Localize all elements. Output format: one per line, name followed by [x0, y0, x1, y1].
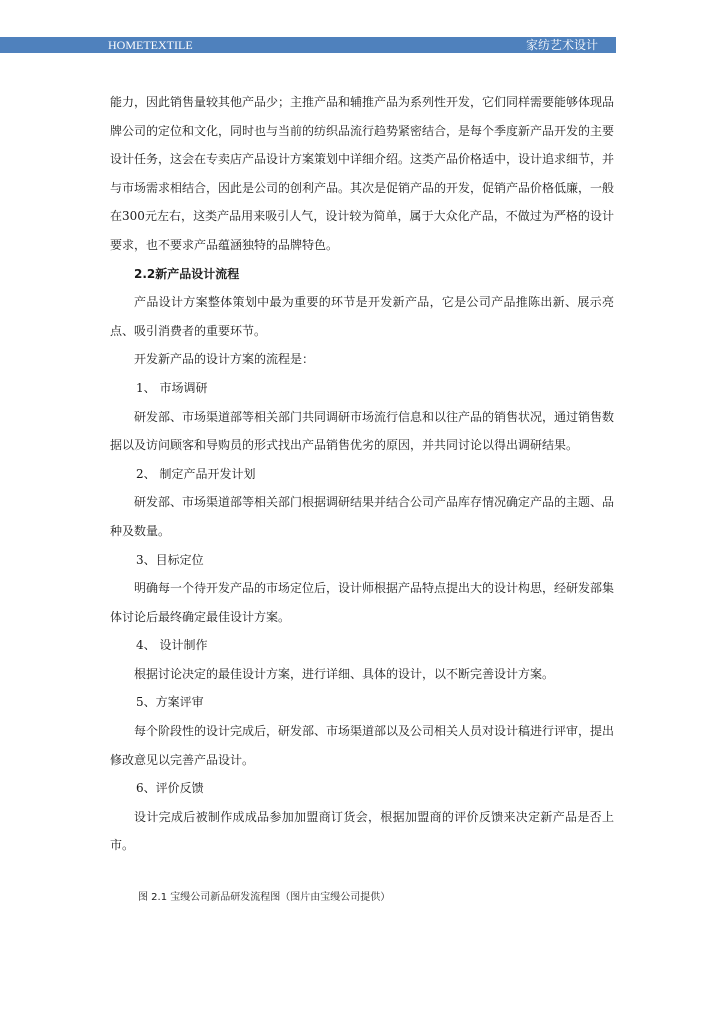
step-1-title: 1、 市场调研 [136, 380, 208, 395]
step-3-text: 明确每一个待开发产品的市场定位后，设计师根据产品特点提出大的设计构思，经研发部集体讨论后最终确定最佳设计方案。 [110, 581, 615, 624]
step-4-text: 根据讨论决定的最佳设计方案，进行详细、具体的设计，以不断完善设计方案。 [134, 666, 555, 681]
section-heading: 2.2新产品设计流程 [134, 266, 240, 281]
step-1-text: 研发部、市场渠道部等相关部门共同调研市场流行信息和以往产品的销售状况，通过销售数据以及访问顾客和导购员的形式找出产品销售优劣的原因，并共同讨论以得出调研结果。 [110, 409, 615, 453]
paragraph-1: 能力，因此销售量较其他产品少；主推产品和辅推产品为系列性开发，它们同样需要能够体现品牌公司的定位和文化，同时也与当前的纺织品流行趋势紧密结合，是每个季度新产品开发的主要设计任务，这会在专卖店产品设计方案策划中详细介绍。这类产品价格适中，设计追求细节，并与市场需求相结合，因此是公司的创利产品。其次是促销产品的开发，促销产品价格低廉，一般在300元左右，这类产品用来吸引人气，设计较为简单，属于大众化产品，不做过为严格的设计要求，也不要求产品蕴涵独特的品牌特色。 [110, 95, 615, 252]
figure-caption: 图 2.1 宝缦公司新品研发流程图（图片由宝缦公司提供） [138, 892, 391, 903]
header-left-text: HOMETEXTILE [108, 38, 193, 52]
document-body [110, 88, 614, 860]
page-header [0, 37, 616, 53]
paragraph-3: 开发新产品的设计方案的流程是： [134, 352, 315, 367]
step-5-text: 每个阶段性的设计完成后，研发部、市场渠道部以及公司相关人员对设计稿进行评审，提出修改意见以完善产品设计。 [110, 724, 615, 767]
step-6-text: 设计完成后被制作成成品参加加盟商订货会，根据加盟商的评价反馈来决定新产品是否上市。 [110, 809, 614, 853]
paragraph-2: 产品设计方案整体策划中最为重要的环节是开发新产品，它是公司产品推陈出新、展示亮点、吸引消费者的重要环节。 [110, 295, 614, 338]
step-2-title: 2、 制定产品开发计划 [136, 466, 256, 481]
step-2-text: 研发部、市场渠道部等相关部门根据调研结果并结合公司产品库存情况确定产品的主题、品种及数量。 [110, 495, 615, 538]
step-5-title: 5、方案评审 [136, 695, 204, 710]
step-4-title: 4、 设计制作 [136, 638, 208, 653]
step-3-title: 3、目标定位 [136, 552, 204, 567]
header-right-text: 家纺艺术设计 [525, 38, 598, 52]
step-6-title: 6、评价反馈 [136, 781, 204, 796]
